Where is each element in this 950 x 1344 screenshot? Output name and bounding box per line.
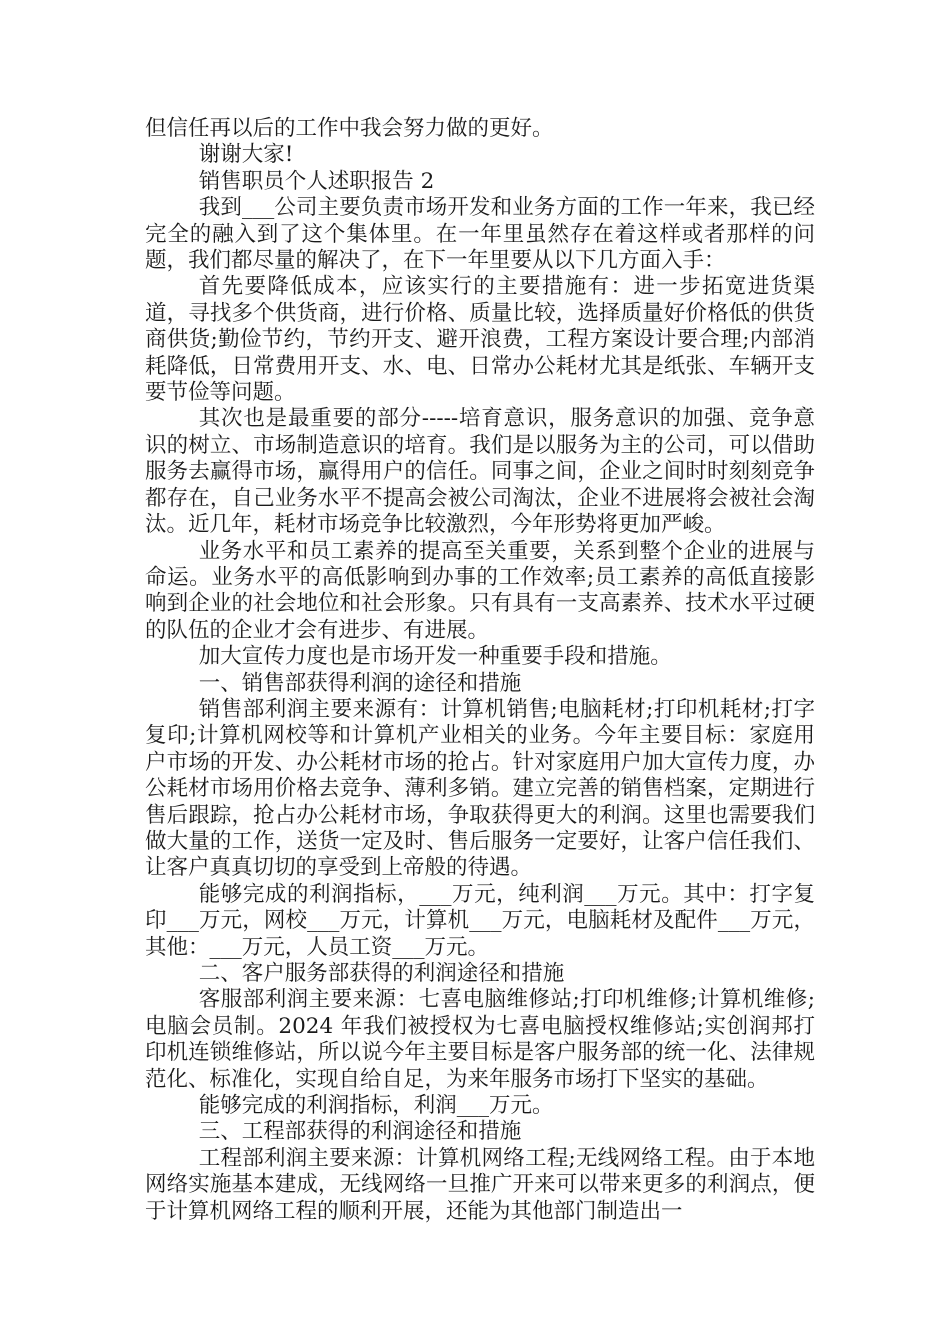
paragraph-sales-targets: 能够完成的利润指标，___万元，纯利润___万元。其中：打字复印___万元，网校___万元，计算机___万元，电脑耗材及配件___万元，其他：___万元，人员工资___万元。 (145, 881, 815, 960)
report-title: 销售职员个人述职报告 2 (198, 168, 435, 194)
paragraph-service-targets: 能够完成的利润指标，利润___万元。 (198, 1093, 554, 1119)
section-heading-customer-service: 二、客户服务部获得的利润途径和措施 (198, 961, 565, 986)
paragraph-sales-sources: 销售部利润主要来源有：计算机销售;电脑耗材;打印机耗材;打字复印;计算机网校等和计算机产业相关的业务。今年主要目标：家庭用户市场的开发、办公耗材市场的抢占。针对家庭用户加大宣传力度，办公耗材市场用价格去竞争、薄利多销。建立完善的销售档案，定期进行售后跟踪，抢占办公耗材市场，争取获得更大的利润。这里也需要我们做大量的工作，送货一定及时、售后服务一定要好，让客户信任我们、让客户真真切切的享受到上帝般的待遇。 (145, 696, 815, 881)
paragraph-publicity: 加大宣传力度也是市场开发一种重要手段和措施。 (198, 644, 672, 670)
paragraph-thanks: 谢谢大家! (198, 142, 294, 168)
paragraph-staff-quality: 业务水平和员工素养的提高至关重要，关系到整个企业的进展与命运。业务水平的高低影响到办事的工作效率;员工素养的高低直接影响到企业的社会地位和社会形象。只有具有一支高素养、技术水平过硬的队伍的企业才会有进步、有进展。 (145, 538, 815, 643)
paragraph-service-sources: 客服部利润主要来源：七喜电脑维修站;打印机维修;计算机维修;电脑会员制。2024 年我们被授权为七喜电脑授权维修站;实创润邦打印机连锁维修站，所以说今年主要目标是客户服务部的统一化、法律规范化、标准化，实现自给自足，为来年服务市场打下坚实的基础。 (145, 987, 815, 1092)
paragraph-intro: 我到___公司主要负责市场开发和业务方面的工作一年来，我已经完全的融入到了这个集体里。在一年里虽然存在着这样或者那样的问题，我们都尽量的解决了，在下一年里要从以下几方面入手： (145, 195, 815, 274)
paragraph-closing-line: 但信任再以后的工作中我会努力做的更好。 (145, 116, 554, 141)
section-heading-sales: 一、销售部获得利润的途径和措施 (198, 670, 522, 696)
document-page (145, 116, 815, 1225)
paragraph-awareness: 其次也是最重要的部分-----培育意识，服务意识的加强、竞争意识的树立、市场制造意识的培育。我们是以服务为主的公司，可以借助服务去赢得市场，赢得用户的信任。同事之间，企业之间时时刻刻竞争都存在，自己业务水平不提高会被公司淘汰，企业不进展将会被社会淘汰。近几年，耗材市场竞争比较激烈，今年形势将更加严峻。 (145, 406, 815, 538)
section-heading-engineering: 三、工程部获得的利润途径和措施 (198, 1119, 522, 1145)
paragraph-cost-reduction: 首先要降低成本，应该实行的主要措施有：进一步拓宽进货渠道，寻找多个供货商，进行价格、质量比较，选择质量好价格低的供货商供货;勤俭节约，节约开支、避开浪费，工程方案设计要合理;内部消耗降低，日常费用开支、水、电、日常办公耗材尤其是纸张、车辆开支要节俭等问题。 (145, 274, 815, 406)
paragraph-engineering-sources: 工程部利润主要来源：计算机网络工程;无线网络工程。由于本地网络实施基本建成，无线网络一旦推广开来可以带来更多的利润点，便于计算机网络工程的顺利开展，还能为其他部门制造出一 (145, 1145, 815, 1224)
